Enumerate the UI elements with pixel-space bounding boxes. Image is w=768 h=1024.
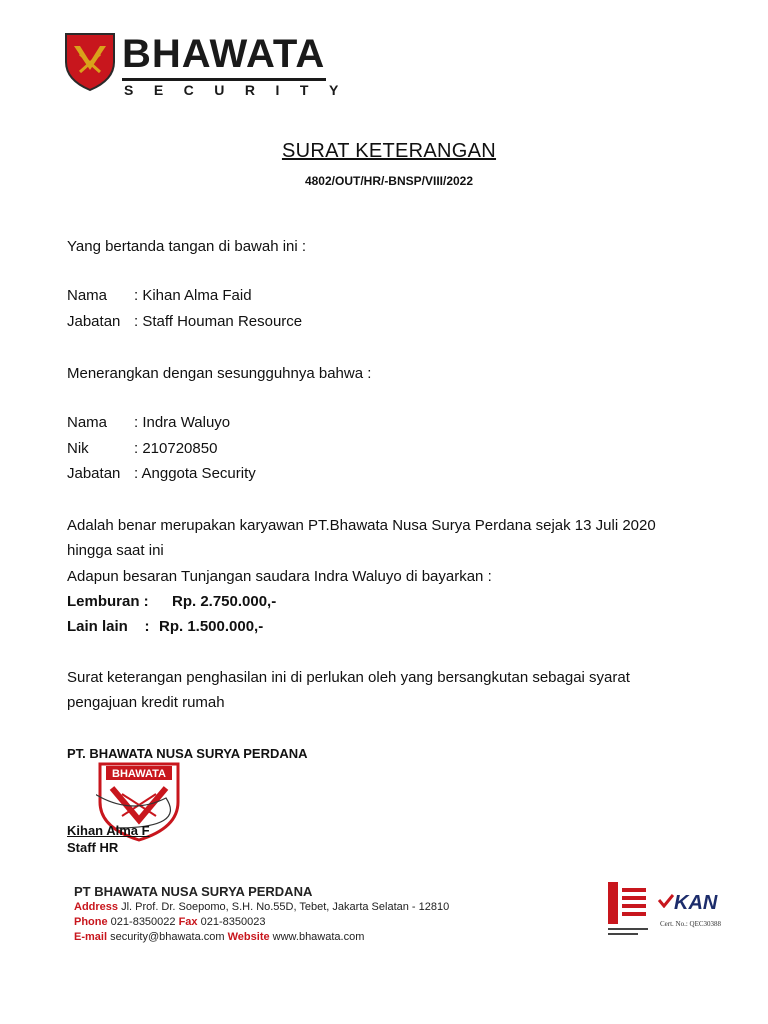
field-value: : 210720850 [134,440,218,457]
kan-logo: KAN [674,892,718,914]
declare-text: Menerangkan dengan sesungguhnya bahwa : [67,365,372,382]
stamp-text: BHAWATA [112,768,166,780]
brand-subtitle: SECURITY [124,82,359,98]
fax-label: Fax [178,916,198,928]
fax-value: 021-8350023 [197,916,266,928]
field-label: Jabatan [67,465,121,482]
website-value: www.bhawata.com [269,931,365,943]
field-value: : Indra Waluyo [134,414,231,431]
closing-text: Surat keterangan penghasilan ini di perlukan oleh yang bersangkutan sebagai syarat [67,669,630,686]
allowance-label: Lemburan : [67,593,149,610]
paragraph-employment: Adalah benar merupakan karyawan PT.Bhawata Nusa Surya Perdana sejak 13 Juli 2020 [67,517,656,534]
employee-fields [67,414,467,490]
signature-company: PT. BHAWATA NUSA SURYA PERDANA [67,746,308,761]
paragraph-employment-cont: hingga saat ini [67,542,164,559]
field-label: Nama [67,414,108,431]
letterhead-footer [74,884,614,945]
allowance-value: Rp. 2.750.000,- [172,593,277,610]
footer-phone-row [74,915,614,930]
signer-name: Kihan Alma F [67,823,150,838]
phone-value: 021-8350022 [107,916,179,928]
kan-check-icon [658,894,674,908]
brand-name: BHAWATA [122,32,326,76]
allowance-list [67,593,367,643]
shield-emblem-icon [64,32,116,92]
field-value: : Kihan Alma Faid [134,287,252,304]
reference-number: 4802/OUT/HR/-BNSP/VIII/2022 [304,174,474,188]
allowance-label: Lain lain : [67,618,150,635]
field-label: Nik [67,440,89,457]
field-value: : Anggota Security [134,465,256,482]
iso-certification-icon [608,882,648,938]
certificate-number: Cert. No.: QEC30388 [660,920,722,928]
website-label: Website [227,931,270,943]
intro-text: Yang bertanda tangan di bawah ini : [67,238,307,255]
address-value: Jl. Prof. Dr. Soepomo, S.H. No.55D, Tebet, Jakarta Selatan - 12810 [118,901,450,913]
field-value: : Staff Houman Resource [134,313,303,330]
field-label: Jabatan [67,313,121,330]
letter-title: SURAT KETERANGAN [281,140,497,162]
certification-badges [608,880,738,940]
signer-title: Staff HR [67,840,119,855]
phone-label: Phone [74,916,108,928]
paragraph-allowance: Adapun besaran Tunjangan saudara Indra Waluyo di bayarkan : [67,568,492,585]
footer-address-row [74,900,614,915]
email-label: E-mail [74,931,108,943]
field-label: Nama [67,287,108,304]
closing-text-cont: pengajuan kredit rumah [67,694,225,711]
brand-divider [122,78,326,81]
footer-contact-row [74,930,614,945]
footer-company: PT BHAWATA NUSA SURYA PERDANA [74,884,313,899]
email-value: security@bhawata.com [107,931,228,943]
company-logo [64,30,359,100]
allowance-value: Rp. 1.500.000,- [159,618,264,635]
signer-fields [67,287,467,337]
address-label: Address [74,901,119,913]
